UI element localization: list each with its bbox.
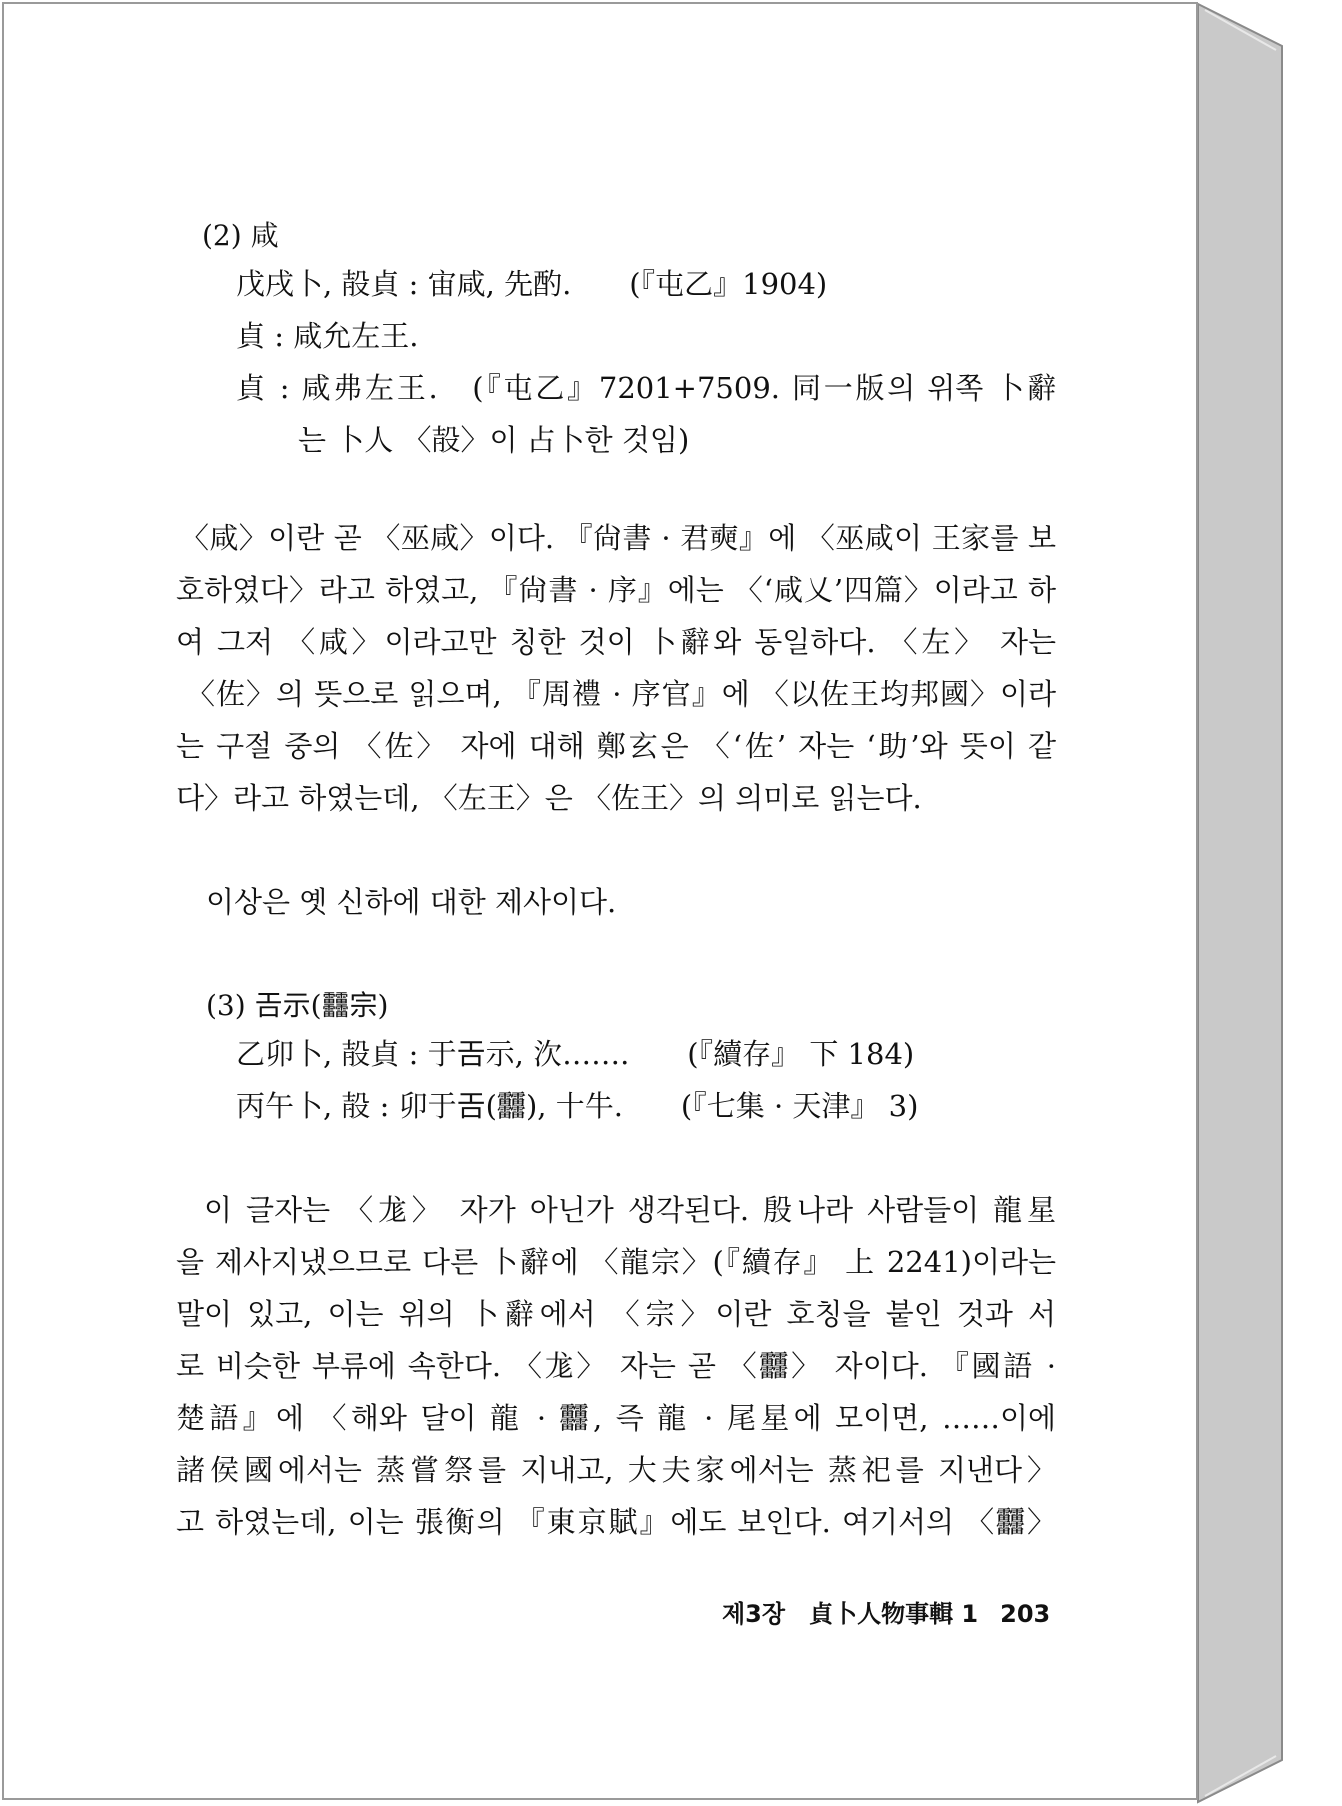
section-heading: (3) 𢀛示(䨻宗): [206, 989, 389, 1022]
body-text-line: 말이 있고, 이는 위의 卜辭에서 〈宗〉이란 호칭을 붙인 것과 서: [176, 1297, 1056, 1331]
body-text-line: 여 그저 〈咸〉이라고만 칭한 것이 卜辭와 동일하다. 〈左〉 자는: [176, 625, 1056, 659]
body-text-line: 호하였다〉라고 하였고, 『尙書 · 序』에는 〈‘咸乂’四篇〉이라고 하: [176, 573, 1056, 607]
body-text-line: 〈咸〉이란 곧 〈巫咸〉이다. 『尙書 · 君奭』에 〈巫咸이 王家를 보: [180, 521, 1056, 555]
inscription-line: 戊戌卜, 㱿貞 : 宙咸, 先酌. (『屯乙』1904): [236, 267, 828, 301]
summary-line: 이상은 옛 신하에 대한 제사이다.: [206, 885, 617, 919]
inscription-line: 乙卯卜, 㱿貞 : 于𢀛示, 㳄……. (『續存』 下 184): [236, 1037, 915, 1071]
body-text-line: 이 글자는 〈尨〉 자가 아닌가 생각된다. 殷나라 사람들이 龍星: [204, 1193, 1056, 1227]
page-footer: [722, 1594, 1050, 1629]
body-text-line: 楚語』에 〈해와 달이 龍 · 䨻, 즉 龍 · 尾星에 모이면, ……이에: [176, 1401, 1056, 1435]
inscription-line: 貞 : 咸弗左王. (『屯乙』7201+7509. 同一版의 위쪽 卜辭: [236, 371, 1056, 405]
body-text-line: 〈佐〉의 뜻으로 읽으며, 『周禮 · 序官』에 〈以佐王均邦國〉이라: [186, 677, 1056, 711]
body-text-line: 고 하였는데, 이는 張衡의 『東京賦』에도 보인다. 여기서의 〈䨻〉: [176, 1505, 1056, 1539]
inscription-line: 丙午卜, 㱿 : 卯于𢀛(䨻), 十牛. (『七集 · 天津』 3): [236, 1089, 919, 1123]
body-text-line: 다〉라고 하였는데, 〈左王〉은 〈佐王〉의 의미로 읽는다.: [176, 781, 922, 815]
body-text-line: 로 비슷한 부류에 속한다. 〈尨〉 자는 곧 〈䨻〉 자이다. 『國語 ·: [176, 1349, 1056, 1383]
body-text-line: 는 구절 중의 〈佐〉 자에 대해 鄭玄은 〈‘佐’ 자는 ‘助’와 뜻이 같: [176, 729, 1056, 763]
body-text-line: 을 제사지냈으므로 다른 卜辭에 〈龍宗〉(『續存』 上 2241)이라는: [176, 1245, 1056, 1279]
section-heading: (2) 咸: [202, 219, 279, 252]
inscription-line: 貞 : 咸允左王.: [236, 319, 419, 353]
page-number: 203: [1000, 1600, 1051, 1628]
body-text-line: 諸侯國에서는 蒸嘗祭를 지내고, 大夫家에서는 蒸祀를 지낸다〉: [176, 1453, 1056, 1487]
chapter-title: 제3장 貞卜人物事輯 1: [722, 1600, 979, 1628]
inscription-line: 는 卜人 〈㱿〉이 占卜한 것임): [298, 423, 690, 457]
